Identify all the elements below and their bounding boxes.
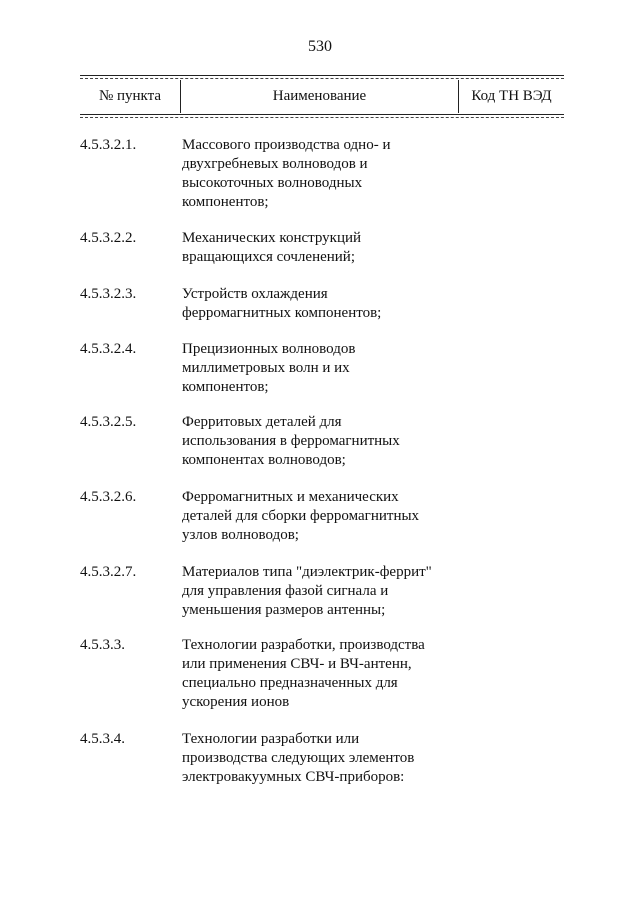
header-name-column: Наименование [272,88,367,104]
row-text-line: компонентов; [182,194,269,210]
row-text-line: Материалов типа "диэлектрик-феррит" [182,564,432,580]
row-text-line: ферромагнитных компонентов; [182,305,382,321]
row-text-line: узлов волноводов; [182,527,299,543]
row-text-line: Устройств охлаждения [182,286,328,302]
header-bottom-rule-dashed [80,117,564,118]
row-text-line: использования в ферромагнитных [182,433,400,449]
row-number: 4.5.3.2.5. [80,414,137,430]
row-number: 4.5.3.2.4. [80,341,137,357]
row-text-line: электровакуумных СВЧ-приборов: [182,769,405,785]
row-text-line: деталей для сборки ферромагнитных [182,508,420,524]
header-number-column: № пункта [98,88,162,104]
header-top-rule-dashed [80,78,564,79]
row-number: 4.5.3.2.6. [80,489,137,505]
row-text-line: миллиметровых волн и их [182,360,350,376]
row-number: 4.5.3.2.7. [80,564,137,580]
row-text-line: или применения СВЧ- и ВЧ-антенн, [182,656,412,672]
row-text [182,340,452,397]
row-text-line: ускорения ионов [182,694,290,710]
header-code-column: Код ТН ВЭД [471,88,552,104]
row-text-line: Массового производства одно- и [182,137,391,153]
row-text [182,563,452,620]
row-number: 4.5.3.2.1. [80,137,137,153]
row-text [182,730,452,787]
row-text-line: Технологии разработки, производства [182,637,425,653]
row-number: 4.5.3.2.2. [80,230,137,246]
row-text-line: двухгребневых волноводов и [182,156,368,172]
row-text-line: компонентах волноводов; [182,452,346,468]
row-text-line: Ферромагнитных и механических [182,489,399,505]
row-text-line: для управления фазой сигнала и [182,583,389,599]
row-text [182,229,452,267]
row-text [182,136,452,212]
row-text-line: вращающихся сочленений; [182,249,355,265]
row-text [182,285,452,323]
row-number: 4.5.3.2.3. [80,286,137,302]
row-text-line: уменьшения размеров антенны; [182,602,386,618]
row-text-line: компонентов; [182,379,269,395]
row-number: 4.5.3.3. [80,637,125,653]
row-text-line: Технологии разработки или [182,731,360,747]
row-number: 4.5.3.4. [80,731,125,747]
row-text-line: Ферритовых деталей для [182,414,342,430]
row-text-line: Механических конструкций [182,230,362,246]
header-top-rule [80,75,564,76]
row-text-line: производства следующих элементов [182,750,415,766]
row-text [182,636,452,712]
page-number: 530 [308,38,332,55]
row-text-line: Прецизионных волноводов [182,341,356,357]
row-text [182,488,452,545]
row-text-line: специально предназначенных для [182,675,398,691]
row-text [182,413,452,470]
header-bottom-rule [80,114,564,115]
row-text-line: высокоточных волноводных [182,175,363,191]
